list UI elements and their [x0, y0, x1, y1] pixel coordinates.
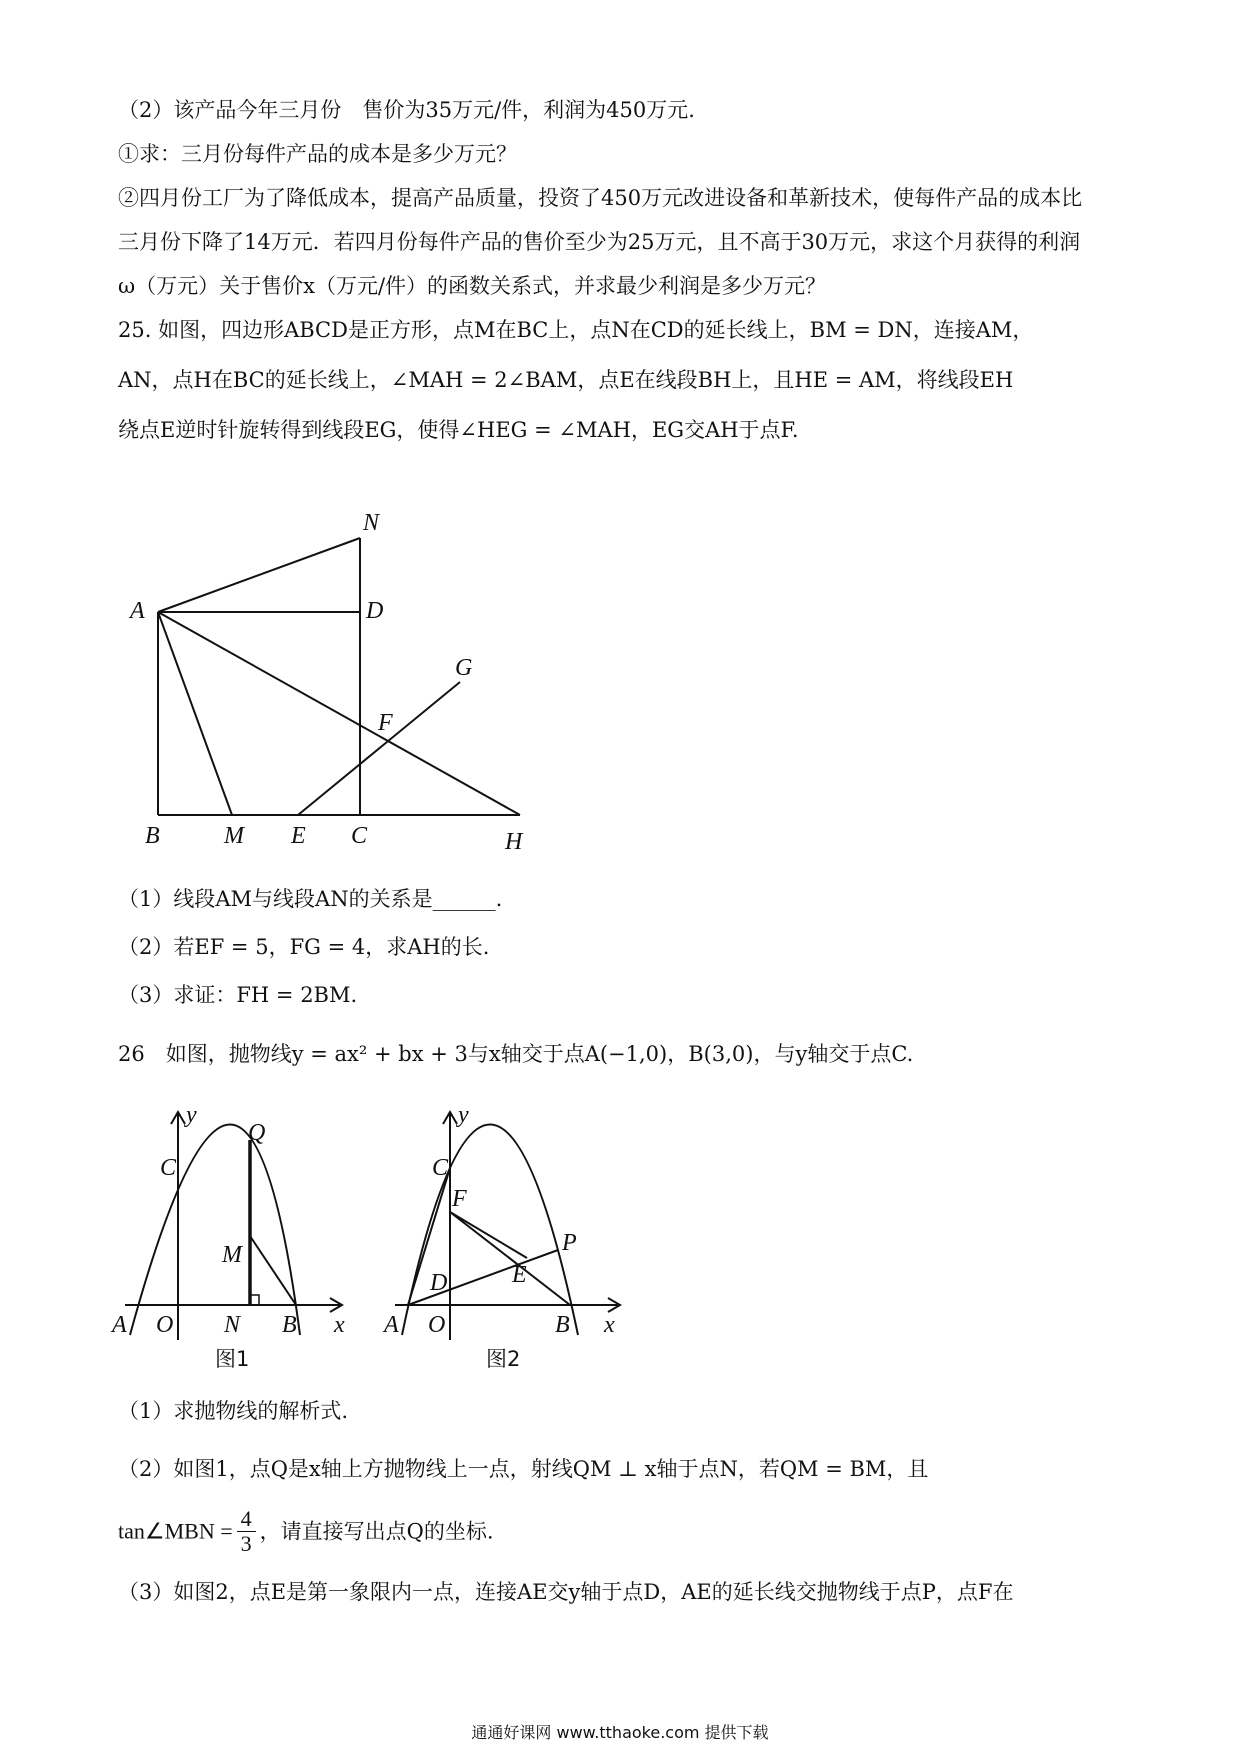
label-A: A: [130, 598, 145, 624]
q25-figure: [110, 500, 670, 855]
q24-part2-1: ①求：三月份每件产品的成本是多少万元？: [118, 142, 517, 166]
label-M: M: [222, 1242, 242, 1268]
q26-figure-1: [110, 1100, 370, 1371]
q26-figure-2: [375, 1100, 635, 1371]
q26-stem: 26 如图，抛物线y = ax² + bx + 3与x轴交于点A(−1,0)，B(3,0)，与y轴交于点C.: [118, 1042, 914, 1066]
label-O: O: [428, 1312, 446, 1338]
segment-AM: [158, 612, 232, 815]
parabola: [402, 1125, 578, 1336]
segment-AH: [158, 612, 520, 815]
fraction-denominator: 3: [240, 1531, 252, 1556]
label-E: E: [291, 823, 306, 849]
label-C: C: [432, 1155, 449, 1181]
q26-sub2-b: [118, 1502, 494, 1558]
q25-stem-2: AN，点H在BC的延长线上，∠MAH = 2∠BAM，点E在线段BH上，且HE = AM，将线段EH: [118, 368, 1014, 392]
label-P: P: [562, 1230, 577, 1256]
page-footer: 通通好课网 www.tthaoke.com 提供下载: [471, 1723, 769, 1742]
label-N: N: [224, 1312, 241, 1338]
label-y: y: [186, 1102, 197, 1128]
q25-sub2: （2）若EF = 5，FG = 4，求AH的长.: [118, 935, 490, 959]
label-B: B: [145, 823, 160, 849]
q24-part2: （2）该产品今年三月份 售价为35万元/件，利润为450万元.: [118, 98, 695, 122]
tan-expression: tan∠MBN =: [118, 1518, 233, 1544]
label-Q: Q: [248, 1120, 266, 1146]
fraction-numerator: 4: [237, 1507, 256, 1532]
segment-FE: [450, 1212, 527, 1258]
label-E: E: [512, 1262, 527, 1288]
q25-stem-1: 25. 如图，四边形ABCD是正方形，点M在BC上，点N在CD的延长线上，BM = DN，连接AM，: [118, 318, 1034, 342]
label-A: A: [384, 1312, 399, 1338]
q25-sub1: （1）线段AM与线段AN的关系是______.: [118, 887, 503, 911]
label-x: x: [604, 1312, 615, 1338]
label-x: x: [334, 1312, 345, 1338]
label-O: O: [156, 1312, 174, 1338]
figure-2-caption: 图2: [486, 1347, 521, 1371]
q24-part2-2b: 三月份下降了14万元．若四月份每件产品的售价至少为25万元，且不高于30万元，求这个月获得的利润: [118, 230, 1081, 254]
label-D: D: [366, 598, 384, 624]
segment-EG: [298, 682, 460, 815]
q24-part2-2a: ②四月份工厂为了降低成本，提高产品质量，投资了450万元改进设备和革新技术，使每件产品的成本比: [118, 186, 1083, 210]
q26-sub1: （1）求抛物线的解析式.: [118, 1399, 349, 1423]
label-F: F: [378, 710, 393, 736]
label-B: B: [555, 1312, 570, 1338]
label-N: N: [363, 510, 380, 536]
label-M: M: [224, 823, 244, 849]
label-C: C: [160, 1155, 177, 1181]
q24-part2-2c: ω（万元）关于售价x（万元/件）的函数关系式，并求最少利润是多少万元？: [118, 274, 827, 298]
label-A: A: [112, 1312, 127, 1338]
segment-AN: [158, 538, 360, 612]
fraction-four-thirds: [237, 1507, 256, 1556]
label-G: G: [455, 655, 473, 681]
label-C: C: [351, 823, 368, 849]
q25-stem-3: 绕点E逆时针旋转得到线段EG，使得∠HEG = ∠MAH，EG交AH于点F.: [118, 418, 799, 442]
label-D: D: [430, 1270, 448, 1296]
label-B: B: [282, 1312, 297, 1338]
figure-1-caption: 图1: [215, 1347, 250, 1371]
label-H: H: [505, 829, 523, 855]
parabola: [130, 1125, 300, 1336]
q26-sub3: （3）如图2，点E是第一象限内一点，连接AE交y轴于点D，AE的延长线交抛物线于点P，点F在: [118, 1580, 1014, 1604]
q26-sub2-a: （2）如图1，点Q是x轴上方抛物线上一点，射线QM ⊥ x轴于点N，若QM = BM，且: [118, 1457, 929, 1481]
sub2-b-tail: ，请直接写出点Q的坐标.: [259, 1519, 494, 1544]
label-F: F: [452, 1186, 467, 1212]
q25-sub3: （3）求证：FH = 2BM.: [118, 983, 358, 1007]
label-y: y: [458, 1102, 469, 1128]
